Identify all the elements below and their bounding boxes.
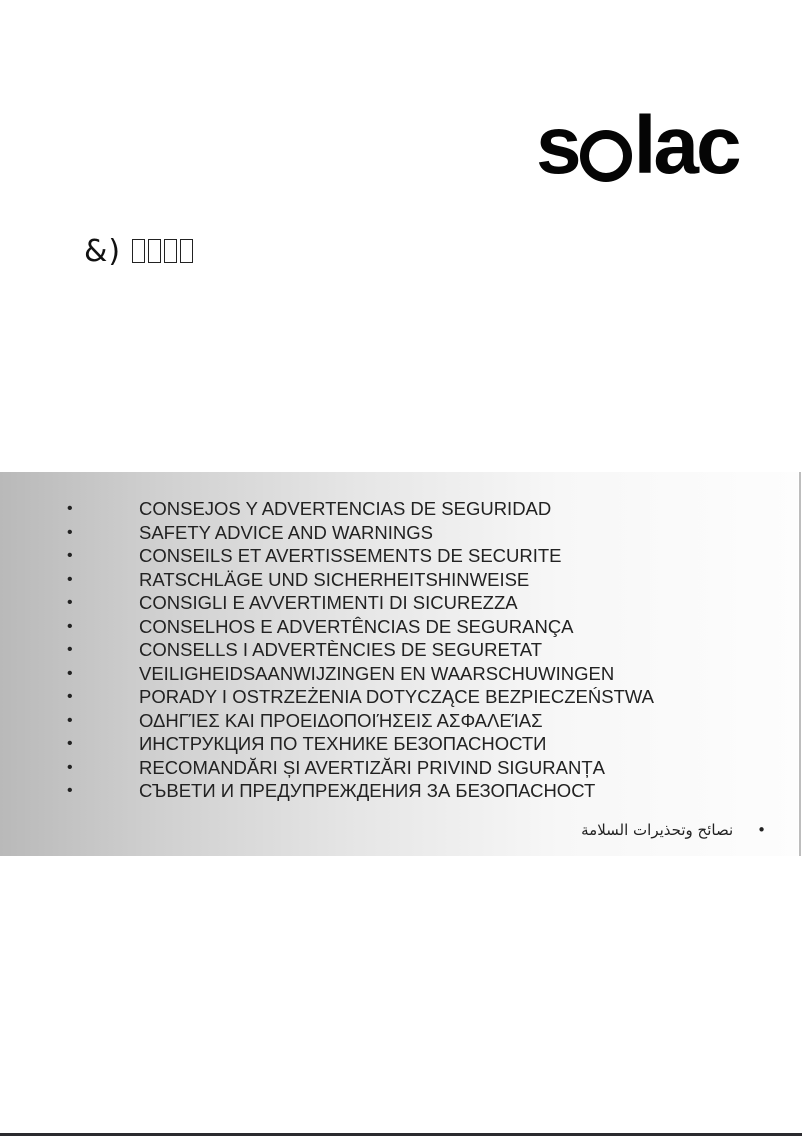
logo-letters-lac: lac — [633, 100, 739, 191]
list-item-label: CONSELHOS E ADVERTÊNCIAS DE SEGURANÇA — [139, 615, 574, 637]
bullet-icon: • — [67, 758, 73, 776]
bullet-icon: • — [67, 664, 73, 682]
banner-right-edge — [799, 472, 801, 856]
model-code-prefix: &) — [84, 234, 122, 269]
list-item-label: ΟΔΗΓΊΕΣ ΚΑΙ ΠΡΟΕΙΔΟΠΟΙΉΣΕΙΣ ΑΣΦΑΛΕΊΑΣ — [139, 709, 543, 731]
missing-glyph-icon — [164, 239, 177, 263]
list-item-label: CONSIGLI E AVVERTIMENTI DI SICUREZZA — [139, 592, 518, 613]
list-item-label: ИНСТРУКЦИЯ ПО ТЕХНИКЕ БЕЗОПАСНОСТИ — [139, 733, 547, 754]
bullet-icon: • — [757, 821, 766, 839]
bullet-icon: • — [67, 500, 73, 517]
list-item-label: PORADY I OSTRZEŻENIA DOTYCZĄCE BEZPIECZEŃSTWA — [139, 686, 654, 707]
list-item-label: CONSELLS I ADVERTÈNCIES DE SEGURETAT — [139, 639, 542, 660]
solac-logo — [536, 100, 750, 191]
model-code — [84, 234, 196, 269]
list-item-label: CONSEILS ET AVERTISSEMENTS DE SECURITE — [139, 545, 562, 566]
bullet-icon: • — [67, 641, 73, 658]
bullet-icon: • — [67, 735, 73, 752]
bullet-icon: • — [67, 711, 73, 729]
list-item-label: نصائح وتحذيرات السلامة — [581, 821, 734, 839]
list-item-label: CONSEJOS Y ADVERTENCIAS DE SEGURIDAD — [139, 498, 552, 519]
list-item-label: SAFETY ADVICE AND WARNINGS — [139, 521, 434, 543]
missing-glyph-icon — [148, 239, 161, 263]
missing-glyph-boxes — [132, 234, 196, 269]
bullet-icon: • — [67, 782, 73, 799]
missing-glyph-icon — [180, 239, 193, 263]
list-item-label: VEILIGHEIDSAANWIJZINGEN EN WAARSCHUWINGEN — [139, 662, 615, 684]
logo-circle-o-icon — [580, 130, 632, 182]
bullet-icon: • — [67, 688, 73, 705]
missing-glyph-icon — [132, 239, 145, 263]
bullet-icon: • — [67, 594, 73, 611]
list-item-arabic — [581, 818, 766, 842]
bullet-icon: • — [67, 570, 73, 588]
bullet-icon: • — [67, 547, 73, 564]
list-item-label: RECOMANDĂRI ȘI AVERTIZĂRI PRIVIND SIGURANȚA — [139, 756, 605, 778]
list-item-label: СЪВЕТИ И ПРЕДУПРЕЖДЕНИЯ ЗА БЕЗОПАСНОСТ — [139, 780, 596, 801]
list-item-label: RATSCHLÄGE UND SICHERHEITSHINWEISE — [139, 568, 530, 590]
logo-letter-s: s — [536, 100, 579, 191]
bullet-icon: • — [67, 617, 73, 635]
logo-wordmark — [536, 100, 739, 191]
bullet-icon: • — [67, 523, 73, 541]
